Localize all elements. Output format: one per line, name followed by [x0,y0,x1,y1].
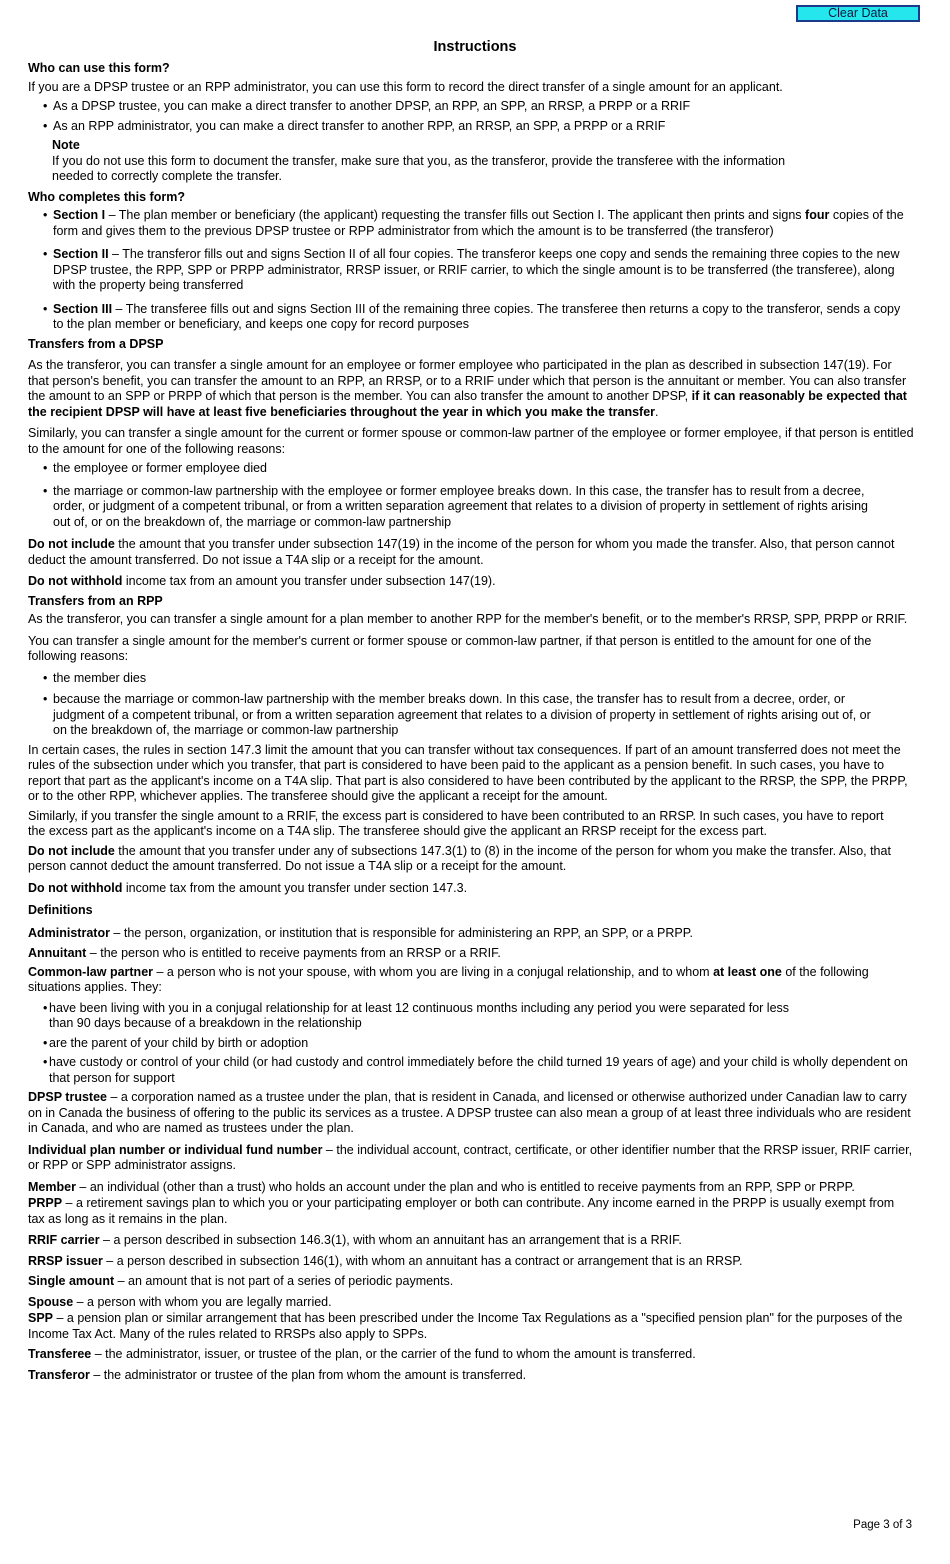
page-title: Instructions [433,39,517,55]
def-text: – an amount that is not part of a series of periodic payments. [114,1274,454,1288]
def-text-end: of the following situations applies. They: [28,964,869,994]
def-single-amount [28,1274,914,1290]
instructions-body [28,61,914,1387]
list-item: • As an RPP administrator, you can make a direct transfer to another RPP, an RRSP, an SPP, a PRPP or a RRIF [28,119,914,135]
who-can-use-intro: If you are a DPSP trustee or an RPP administrator, you can use this form to record the direct transfer of a single amount for an applicant. [28,79,783,94]
dpsp-para-1-end: . [655,404,659,419]
note-title: Note [52,138,80,152]
do-not-withhold-text: income tax from an amount you transfer under subsection 147(19). [122,574,496,588]
note-text: If you do not use this form to document the transfer, make sure that you, as the transferor, provide the transferee with the information needed to correctly complete the transfer. [52,153,786,183]
dpsp-para-1 [28,358,914,420]
list-item: • because the marriage or common-law partnership with the member breaks down. In this case, the transfer has to result from a decree, order, or judgment of a competent tribunal, or from a written separation agreement that relates to a division of property in settlement of rights arising out of, or on the breakdown of, the marriage or common-law partnership [28,692,914,739]
section-i-label: Section I [53,208,106,222]
def-rrsp-issuer [28,1254,914,1270]
def-text: – an individual (other than a trust) who holds an account under the plan and who is entitled to receive payments from an RPP, SPP or PRPP. [75,1179,855,1194]
def-text: – the person, organization, or institution that is responsible for administering an RPP, an SPP, or a PRPP. [109,925,693,940]
def-term: SPP [28,1311,54,1325]
def-term: PRPP [28,1196,63,1210]
dpsp-para-1-bold: if it can reasonably be expected that the recipient DPSP will have at least five beneficiaries throughout the year in which you make the transfer [28,389,907,419]
def-term: Transferor [28,1367,90,1382]
rpp-para-1: As the transferor, you can transfer a single amount for a plan member to another RPP for the member's benefit, or to the member's RRSP, SPP, PRPP or RRIF. [28,612,908,626]
def-bold: at least one [713,964,782,979]
section-ii-label: Section II [53,247,109,261]
do-not-withhold-label: Do not withhold [28,574,123,588]
def-common-law-partner [28,965,914,996]
do-not-include-label: Do not include [28,843,115,858]
def-term: Member [28,1179,76,1194]
dpsp-heading: Transfers from a DPSP [28,336,164,351]
page-number: Page 3 of 3 [853,1519,912,1531]
section-iii-text: – The transferee fills out and signs Section III of the remaining three copies. The transferee then returns a copy to the transferor, sends a copy to the plan member or beneficiary, and keeps one copy for record purposes [53,301,901,331]
dpsp-para-1-text: As the transferor, you can transfer a single amount for an employee or former employee who participated in the plan as described in subsection 147(19). For that person's benefit, you can transfer the amount to an RPP, an RRSP, or to a RRIF under which that person is the annuitant or member. You can also transfer the amount to an SPP or PRPP of which that person is the member. You can also transfer the amount to another DPSP, [28,358,907,403]
definitions-heading: Definitions [28,903,93,917]
section-i-bold: four [805,208,830,222]
list-item: • have custody or control of your child (or had custody and control immediately before the child turned 19 years of age) and your child is wholly dependent on that person for support [28,1055,914,1086]
def-term: RRIF carrier [28,1233,100,1247]
do-not-withhold-text: income tax from the amount you transfer under section 147.3. [122,880,468,895]
def-member [28,1180,914,1196]
section-i-text-end: copies of the form and gives them to the previous DPSP trustee or RPP administrator from which the amount is to be transferred (the transferor) [53,208,904,238]
rpp-para-4: Similarly, if you transfer the single amount to a RRIF, the excess part is considered to have been contributed to an RRSP. In such cases, you have to report the excess part as the applicant's income on a T4A slip. The transferee should give the applicant an RRSP receipt for the excess part. [28,808,884,838]
def-text: – a person described in subsection 146.3(1), with whom an annuitant has an arrangement that is a RRIF. [99,1233,682,1247]
list-item: • have been living with you in a conjugal relationship for at least 12 continuous months including any period you were separated for less than 90 days because of a breakdown in the relationship [28,1001,914,1032]
def-term: RRSP issuer [28,1253,103,1268]
def-text: – a retirement savings plan to which you or your participating employer or both can contribute. Any income earned in the PRPP is usually exempt from tax as long as it remains in the plan. [28,1196,895,1226]
section-i-text: – The plan member or beneficiary (the applicant) requesting the transfer fills out Section I. The applicant then prints and signs [105,208,806,222]
do-not-include-text: the amount that you transfer under any of subsections 147.3(1) to (8) in the income of the person for whom you make the transfer. Also, that person cannot deduct the amount transferred. Do not issue a T4A slip or a receipt for the amount. [28,843,891,873]
def-dpsp-trustee [28,1090,914,1137]
def-term: Transferee [28,1347,92,1361]
def-text: – a person with whom you are legally married. [73,1294,332,1309]
def-rrif-carrier [28,1233,914,1249]
def-text: – the administrator, issuer, or trustee of the plan, or the carrier of the fund to whom the amount is transferred. [91,1347,696,1361]
def-individual-plan-number [28,1143,914,1174]
dpsp-do-not-include [28,537,914,568]
def-term: Spouse [28,1294,74,1309]
who-completes-heading: Who completes this form? [28,189,185,204]
def-term: DPSP trustee [28,1090,107,1104]
do-not-include-label: Do not include [28,537,115,551]
clear-data-button[interactable]: Clear Data [796,5,920,22]
clp-list [28,1001,914,1087]
list-item: • the employee or former employee died [28,461,914,477]
def-term: Common-law partner [28,964,154,979]
do-not-include-text: the amount that you transfer under subsection 147(19) in the income of the person for whom you made the transfer. Also, that person cannot deduct the amount transferred. Do not issue a T4A slip or a receipt for the amount. [28,537,895,567]
who-can-use-heading: Who can use this form? [28,61,170,75]
def-transferor [28,1368,914,1384]
dpsp-do-not-withhold [28,574,914,590]
rpp-do-not-withhold [28,881,914,897]
list-item: • are the parent of your child by birth or adoption [28,1036,914,1052]
list-item: • As a DPSP trustee, you can make a direct transfer to another DPSP, an RPP, an SPP, an RRSP, a PRPP or a RRIF [28,99,914,115]
rpp-heading: Transfers from an RPP [28,593,163,608]
def-prpp [28,1196,914,1227]
rpp-para-2: You can transfer a single amount for the member's current or former spouse or common-law partner, if that person is entitled to the amount for one of the following reasons: [28,633,872,663]
dpsp-para-2: Similarly, you can transfer a single amount for the current or former spouse or common-law partner of the employee or former employee, if that person is entitled to the amount for one of the following reasons: [28,426,914,456]
do-not-withhold-label: Do not withhold [28,880,123,895]
def-spouse [28,1295,914,1311]
def-term: Single amount [28,1274,115,1288]
def-text: – a pension plan or similar arrangement that has been prescribed under the Income Tax Regulations as a "specified pension plan" for the purposes of the Income Tax Act. Many of the rules related to RRSPs also apply to SPPs. [28,1311,903,1341]
note-block [28,138,914,185]
def-text: – a person described in subsection 146(1), with whom an annuitant has a contract or arrangement that is an RRSP. [102,1253,743,1268]
dpsp-reasons-list [28,461,914,530]
list-item [28,302,914,333]
list-item: • the marriage or common-law partnership with the employee or former employee breaks down. In this case, the transfer has to result from a decree, order, or judgment of a competent tribunal, or from a written separation agreement that relates to a division of property in settlement of rights arising out of, or on the breakdown of, the marriage or common-law partnership [28,484,914,531]
def-text: – a person who is not your spouse, with whom you are living in a conjugal relationship, and to whom [153,964,714,979]
def-text: – the person who is entitled to receive payments from an RRSP or a RRIF. [86,946,501,960]
def-term: Annuitant [28,946,87,960]
def-administrator [28,926,914,942]
def-term: Administrator [28,925,110,940]
def-spp [28,1311,914,1342]
def-annuitant [28,946,914,962]
list-item: • the member dies [28,671,914,687]
def-term: Individual plan number or individual fund number [28,1142,323,1157]
section-ii-text: – The transferor fills out and signs Section II of all four copies. The transferor keeps one copy and sends the remaining three copies to the new DPSP trustee, the RPP, SPP or PRPP administrator, RRSP issuer, or RRIF carrier, to which the single amount is to be transferred (the transferee), along with the property being transferred [53,247,900,292]
def-transferee [28,1347,914,1363]
def-text: – a corporation named as a trustee under the plan, that is resident in Canada, and licensed or otherwise authorized under Canadian law to carry on in Canada the business of offering to the public its services as a trustee. A DPSP trustee can also mean a group of at least three individuals who are resident in Canada, and who are named as trustees under the plan. [28,1090,911,1135]
section-iii-label: Section III [53,301,113,316]
list-item [28,208,914,239]
rpp-reasons-list [28,671,914,739]
def-text: – the administrator or trustee of the plan from whom the amount is transferred. [89,1367,527,1382]
rpp-para-3: In certain cases, the rules in section 147.3 limit the amount that you can transfer without tax consequences. If part of an amount transferred does not meet the rules of the subsection under which you transfer, that part is considered to have been paid to the applicant as a pension benefit. In such cases, you have to report that part as the applicant's income on a T4A slip. That part is also considered to have been contributed by the applicant to the RRSP, the SPP, the PRPP, or to the other RPP, whichever applies. The transferee should give the applicant a receipt for the amount. [28,742,908,803]
list-item [28,247,914,294]
who-completes-list [28,208,914,333]
rpp-do-not-include [28,844,914,875]
who-can-use-list [28,99,914,134]
def-text: – the individual account, contract, certificate, or other identifier number that the RRSP issuer, RRIF carrier, or RPP or SPP administrator assigns. [28,1142,913,1172]
